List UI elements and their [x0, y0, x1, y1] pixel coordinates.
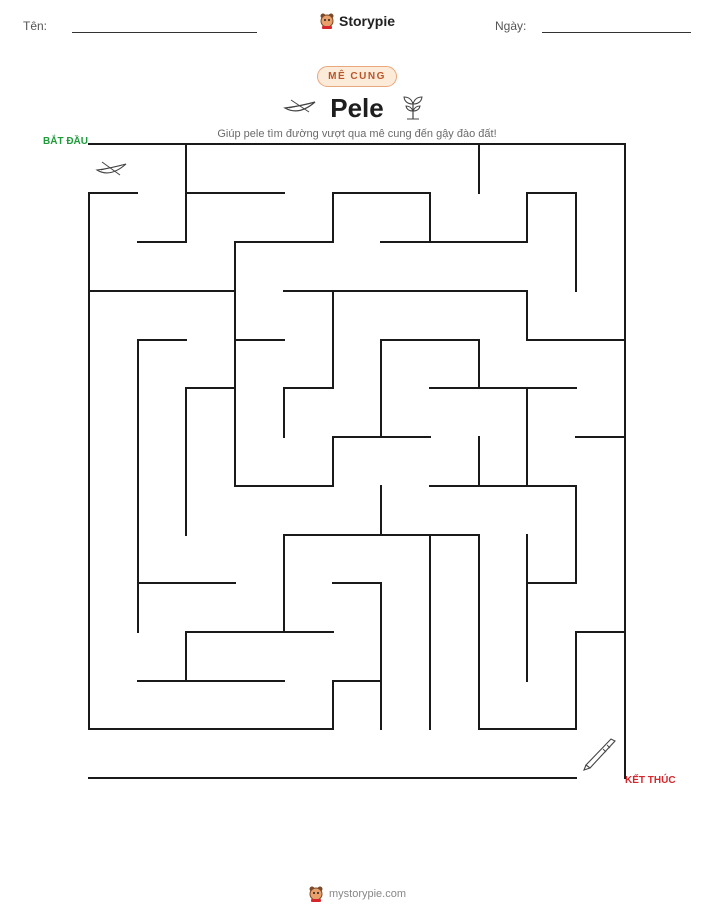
subtitle: Giúp pele tìm đường vượt qua mê cung đến gậy đào đất!: [217, 128, 497, 140]
start-canoe-icon: [97, 162, 126, 175]
name-label: Tên:: [23, 19, 48, 33]
footer: [0, 885, 714, 908]
footer-text: mystorypie.com: [328, 888, 407, 900]
date-label: Ngày:: [495, 19, 527, 33]
page-title: Pele: [330, 93, 384, 123]
digging-stick-icon: [584, 739, 615, 770]
footer-logo-icon: [308, 885, 324, 903]
maze-badge: MÊ CUNG: [317, 66, 397, 87]
maze-walls: [89, 144, 625, 778]
brand-name: Storypie: [338, 13, 395, 29]
start-label: BẮT ĐẦU: [43, 136, 88, 147]
end-label: KẾT THÚC: [625, 775, 676, 786]
